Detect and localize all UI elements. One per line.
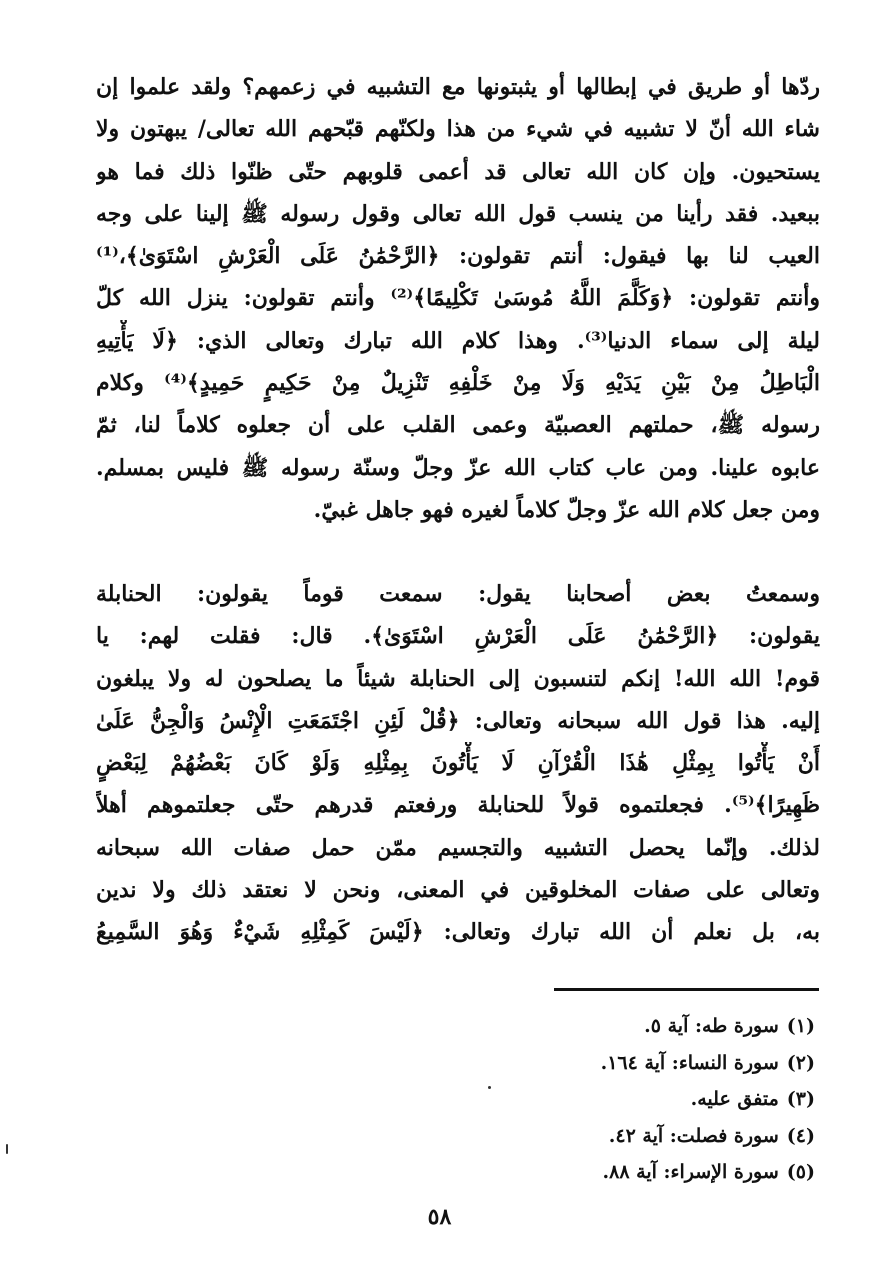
footnote — [415, 1008, 815, 1045]
text-line: يقولون: ﴿الرَّحْمَٰنُ عَلَى الْعَرْشِ اسْتَوَىٰ﴾. قال: فقلت لهم: يا — [96, 623, 820, 650]
footnote-divider — [554, 988, 819, 991]
paragraph-2 — [96, 573, 820, 954]
text-line: العيب لنا بها فيقول: أنتم تقولون: ﴿الرَّحْمَٰنُ عَلَى الْعَرْشِ اسْتَوَىٰ﴾،⁽¹⁾ — [96, 243, 820, 270]
text-line: به، بل نعلم أن الله تبارك وتعالى: ﴿لَيْسَ كَمِثْلِهِ شَيْءٌ وَهُوَ السَّمِيعُ — [96, 919, 820, 946]
scan-speck — [488, 1086, 491, 1089]
scan-speck — [6, 1144, 8, 1154]
text-line: رسوله ﷺ، حملتهم العصبيّة وعمى القلب على أن جعلوه كلاماً لنا، ثمّ — [96, 412, 820, 439]
text-line: ظَهِيرًا﴾⁽⁵⁾. فجعلتموه قولاً للحنابلة ورفعتم قدرهم حتّى جعلتموهم أهلاً — [96, 792, 820, 819]
footnote-number: (١) — [786, 1015, 815, 1037]
footnote-number: (٥) — [786, 1161, 815, 1183]
text-line: لذلك. وإنّما يحصل التشبيه والتجسيم ممّن حمل صفات الله سبحانه — [96, 834, 820, 861]
text-line: ومن جعل كلام الله عزّ وجلّ كلاماً لغيره فهو جاهل غبيّ. — [313, 496, 820, 523]
footnote-text: متفق عليه. — [690, 1088, 779, 1110]
footnote-text: سورة طه: آية ٥. — [644, 1015, 779, 1037]
footnote — [415, 1154, 815, 1191]
footnote-text: سورة فصلت: آية ٤٢. — [608, 1124, 779, 1147]
text-line: شاء الله أنّ لا تشبيه في شيء من هذا ولكنّهم قبّحهم الله تعالى/ يبهتون ولا — [96, 116, 820, 143]
footnote-number: (٣) — [786, 1088, 815, 1110]
footnote — [415, 1081, 815, 1118]
text-line: وتعالى على صفات المخلوقين في المعنى، ونحن لا نعتقد ذلك ولا ندين — [96, 877, 820, 904]
text-line: ليلة إلى سماء الدنيا⁽³⁾. وهذا كلام الله تبارك وتعالى الذي: ﴿لَا يَأْتِيهِ — [96, 327, 820, 354]
text-line: أَنْ يَأْتُوا بِمِثْلِ هَٰذَا الْقُرْآنِ لَا يَأْتُونَ بِمِثْلِهِ وَلَوْ كَانَ بَعْضُهُمْ لِبَعْضٍ — [96, 750, 820, 777]
text-line: عابوه علينا. ومن عاب كتاب الله عزّ وجلّ وسنّة رسوله ﷺ فليس بمسلم. — [96, 454, 820, 481]
text-line: وأنتم تقولون: ﴿وَكَلَّمَ اللَّهُ مُوسَىٰ تَكْلِيمًا﴾⁽²⁾ وأنتم تقولون: ينزل الله كلّ — [96, 285, 820, 312]
footnote — [415, 1045, 815, 1082]
text-line: ببعيد. فقد رأينا من ينسب قول الله تعالى وقول رسوله ﷺ إلينا على وجه — [96, 200, 820, 227]
text-line: وسمعتُ بعض أصحابنا يقول: سمعت قوماً يقولون: الحنابلة — [96, 581, 820, 607]
footnote — [415, 1118, 815, 1155]
paragraph-1 — [96, 66, 820, 531]
text-line: قوم! الله الله! إنكم لتنسبون إلى الحنابلة شيئاً ما يصلحون له ولا يبلغون — [96, 665, 820, 692]
footnote-text: سورة الإسراء: آية ٨٨. — [602, 1161, 779, 1183]
footnote-text: سورة النساء: آية ١٦٤. — [600, 1051, 779, 1074]
text-line: يستحيون. وإن كان الله تعالى قد أعمى قلوبهم حتّى ظنّوا ذلك فما هو — [96, 158, 820, 185]
text-line: ردّها أو طريق في إبطالها أو يثبتونها مع التشبيه في زعمهم؟ ولقد علموا إن — [96, 74, 820, 100]
text-line: إليه. هذا قول الله سبحانه وتعالى: ﴿قُلْ لَئِنِ اجْتَمَعَتِ الْإِنْسُ وَالْجِنُّ عَلَىٰ — [96, 707, 820, 734]
text-line: الْبَاطِلُ مِنْ بَيْنِ يَدَيْهِ وَلَا مِنْ خَلْفِهِ تَنْزِيلٌ مِنْ حَكِيمٍ حَمِيدٍ﴾⁽⁴⁾ وكلام — [96, 370, 820, 397]
footnotes — [415, 1008, 815, 1191]
page-number: ٥٨ — [427, 1204, 452, 1230]
footnote-number: (٢) — [786, 1051, 815, 1074]
footnote-number: (٤) — [786, 1124, 815, 1147]
